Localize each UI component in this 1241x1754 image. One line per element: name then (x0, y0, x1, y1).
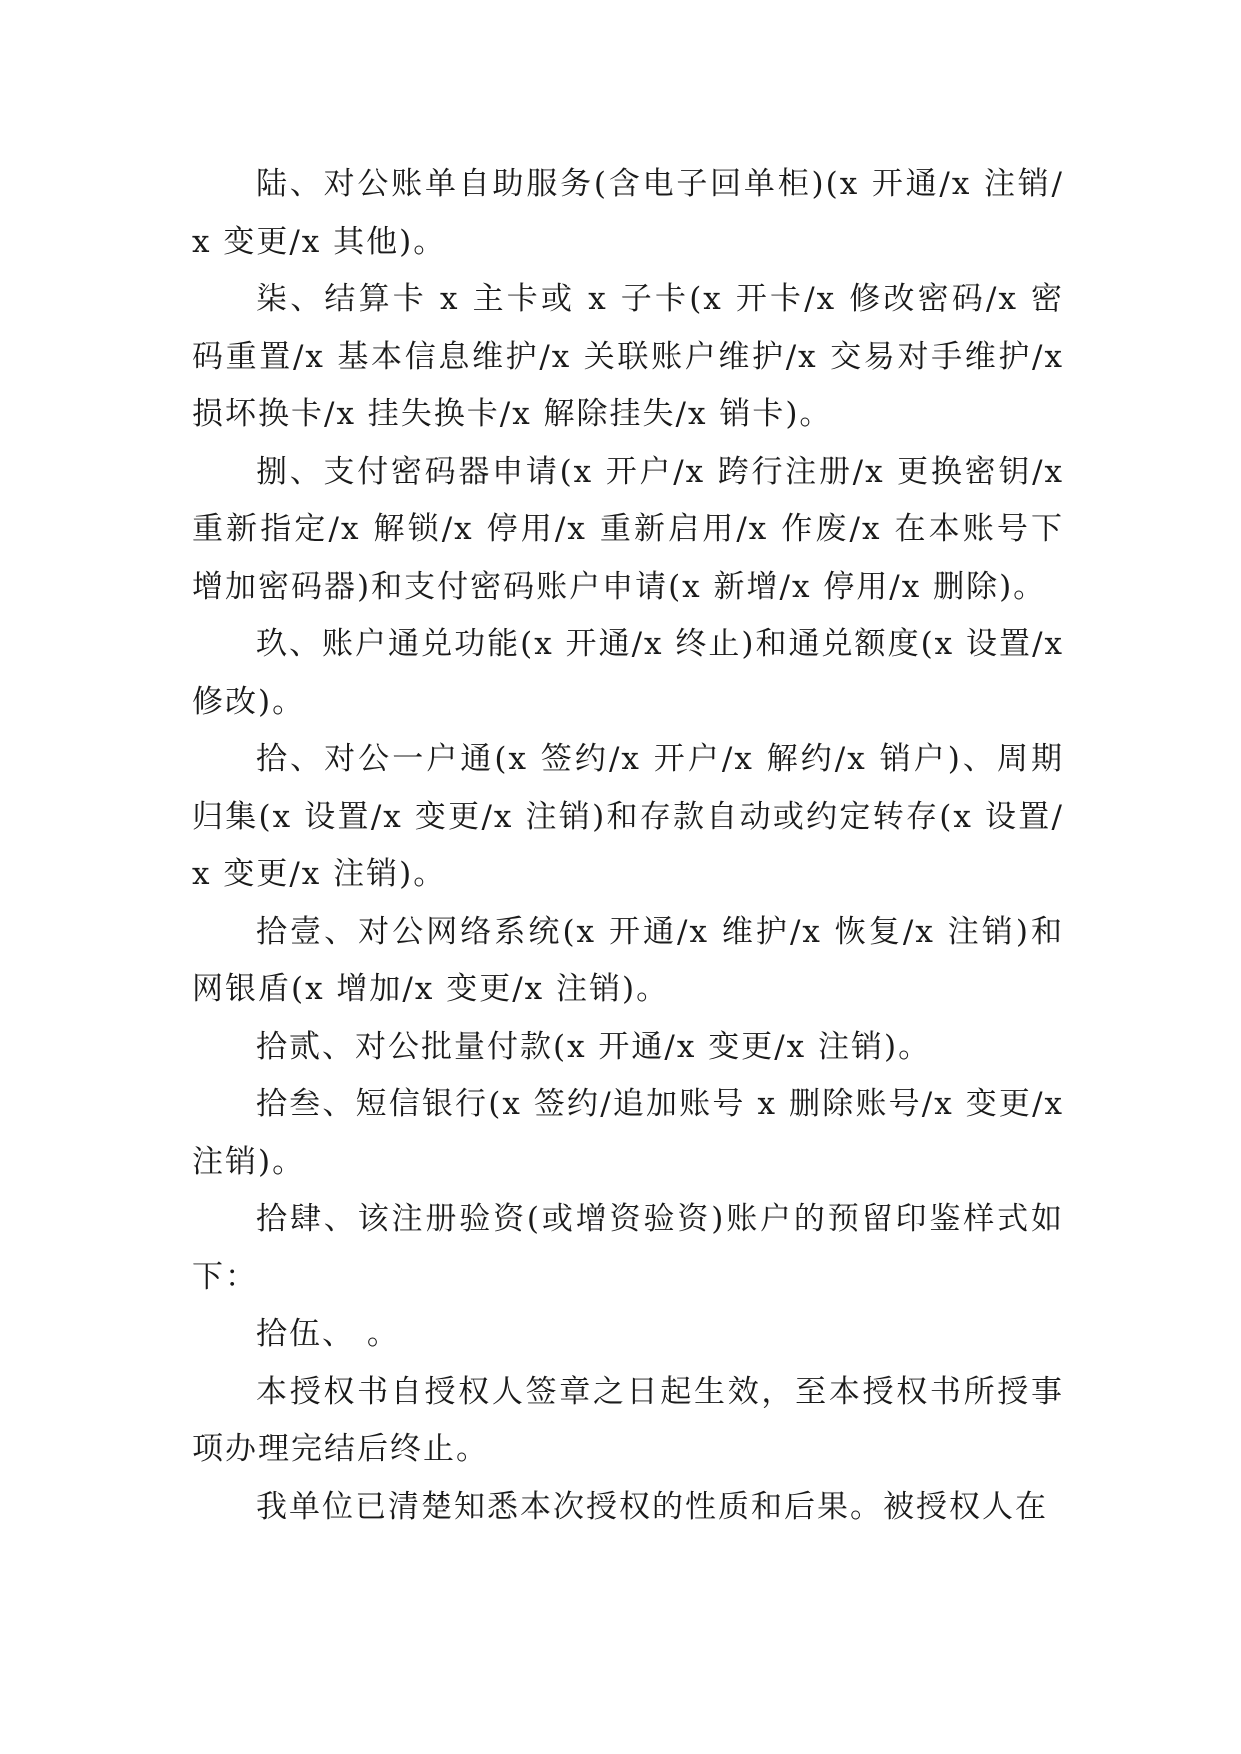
document-body (192, 156, 1064, 1536)
paragraph-validity: 本授权书自授权人签章之日起生效，至本授权书所授事项办理完结后终止。 (192, 1373, 1064, 1467)
paragraph-14-seal-specimen: 拾肆、该注册验资(或增资验资)账户的预留印鉴样式如下： (192, 1201, 1064, 1295)
paragraph-10-one-account: 拾、对公一户通(x 签约/x 开户/x 解约/x 销户)、周期归集(x 设置/x 变更/x 注销)和存款自动或约定转存(x 设置/x 变更/x 注销)。 (192, 741, 1064, 892)
paragraph-8-payment-password-device: 捌、支付密码器申请(x 开户/x 跨行注册/x 更换密钥/x 重新指定/x 解锁/x 停用/x 重新启用/x 作废/x 在本账号下增加密码器)和支付密码账户申请(x 新增/x 停用/x 删除)。 (192, 453, 1064, 605)
paragraph-6-statement-service: 陆、对公账单自助服务(含电子回单柜)(x 开通/x 注销/x 变更/x 其他)。 (192, 166, 1064, 260)
paragraph-acknowledgement: 我单位已清楚知悉本次授权的性质和后果。被授权人在 (256, 1488, 1048, 1525)
paragraph-12-batch-payment: 拾贰、对公批量付款(x 开通/x 变更/x 注销)。 (256, 1028, 932, 1065)
paragraph-13-sms-banking: 拾叁、短信银行(x 签约/追加账号 x 删除账号/x 变更/x 注销)。 (192, 1086, 1064, 1180)
paragraph-9-universal-withdrawal: 玖、账户通兑功能(x 开通/x 终止)和通兑额度(x 设置/x 修改)。 (192, 626, 1064, 720)
paragraph-15-blank: 拾伍、 。 (256, 1316, 400, 1352)
paragraph-11-network-system: 拾壹、对公网络系统(x 开通/x 维护/x 恢复/x 注销)和网银盾(x 增加/x 变更/x 注销)。 (192, 913, 1064, 1007)
paragraph-7-settlement-card: 柒、结算卡 x 主卡或 x 子卡(x 开卡/x 修改密码/x 密码重置/x 基本信息维护/x 关联账户维护/x 交易对手维护/x 损坏换卡/x 挂失换卡/x 解除挂失/x 销卡)。 (192, 281, 1064, 432)
